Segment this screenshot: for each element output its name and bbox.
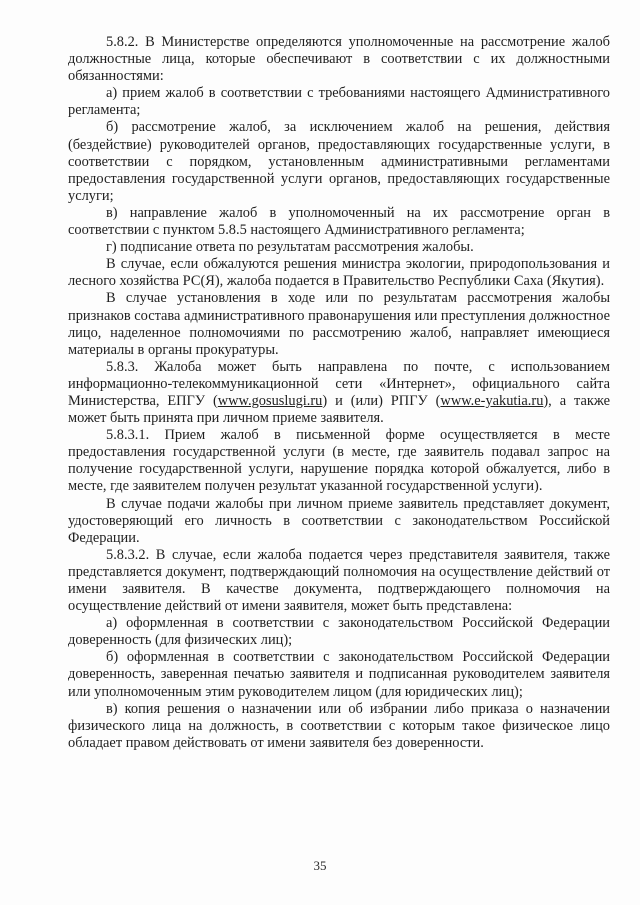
paragraph-prosecution: В случае установления в ходе или по результатам рассмотрения жалобы признаков состава административного правонарушения или преступления должностное лицо, наделенное полномочиями по рассмотрению жалоб, направляет имеющиеся материалы в органы прокуратуры. (68, 290, 610, 358)
paragraph-5-8-3-1: 5.8.3.1. Прием жалоб в письменной форме осуществляется в месте предоставления государственной услуги (в месте, где заявитель подавал запрос на получение государственной услуги, нарушение порядка которой обжалуется, либо в месте, где заявителем получен результат указанной государственной услуги). (68, 427, 610, 495)
paragraph-5-8-3-2: 5.8.3.2. В случае, если жалоба подается через представителя заявителя, также представляется документ, подтверждающий полномочия на осуществление действий от имени заявителя. В качестве документа, подтверждающего полномочия на осуществление действий от имени заявителя, может быть представлена: (68, 546, 610, 615)
doc-item-v: в) копия решения о назначении или об избрании либо приказа о назначении физического лица на должность, в соответствии с которым такое физическое лицо обладает правом действовать от имени заявителя без доверенности. (68, 700, 610, 751)
paragraph-5-8-3-text-end: ), а также может быть принята при личном приеме заявителя. (68, 392, 610, 427)
doc-item-b: б) оформленная в соответствии с законодательством Российской Федерации доверенность, заверенная печатью заявителя и подписанная руководителем заявителя или уполномоченным этим руководителем лицом (для юридических лиц); (68, 649, 610, 700)
body-text (68, 34, 610, 752)
paragraph-personal-reception: В случае подачи жалобы при личном приеме заявитель представляет документ, удостоверяющий его личность в соответствии с законодательством Российской Федерации. (68, 495, 610, 546)
paragraph-5-8-3 (68, 359, 610, 427)
paragraph-5-8-2: 5.8.2. В Министерстве определяются уполномоченные на рассмотрение жалоб должностные лица, которые обеспечивают в соответствии с их должностными обязанностями: (68, 34, 610, 85)
paragraph-5-8-3-text-middle: ) и (или) РПГУ ( (322, 392, 441, 409)
list-item-b: б) рассмотрение жалоб, за исключением жалоб на решения, действия (бездействие) руководителей органов, предоставляющих государственные услуги, в соответствии с порядком, установленным административными регламентами предоставления государственной услуги органов, предоставляющих государственные услуги; (68, 119, 610, 204)
paragraph-5-8-3-text-start: 5.8.3. Жалоба может быть направлена по почте, с использованием информационно-телекоммуникационной сети «Интернет», официального сайта Министерства, ЕПГУ ( (68, 358, 610, 409)
doc-item-a: а) оформленная в соответствии с законодательством Российской Федерации доверенность (для физических лиц); (68, 615, 610, 649)
list-item-v: в) направление жалоб в уполномоченный на их рассмотрение орган в соответствии с пунктом 5.8.5 настоящего Административного регламента; (68, 204, 610, 239)
list-item-a: а) прием жалоб в соответствии с требованиями настоящего Административного регламента; (68, 85, 610, 119)
e-yakutia-link[interactable]: www.e-yakutia.ru (440, 392, 544, 409)
gosuslugi-link[interactable]: www.gosuslugi.ru (217, 392, 323, 409)
list-item-g: г) подписание ответа по результатам рассмотрения жалобы. (106, 239, 474, 256)
paragraph-appeal-minister: В случае, если обжалуются решения министра экологии, природопользования и лесного хозяйства РС(Я), жалоба подается в Правительство Республики Саха (Якутия). (68, 256, 610, 290)
page-number: 35 (313, 858, 327, 873)
